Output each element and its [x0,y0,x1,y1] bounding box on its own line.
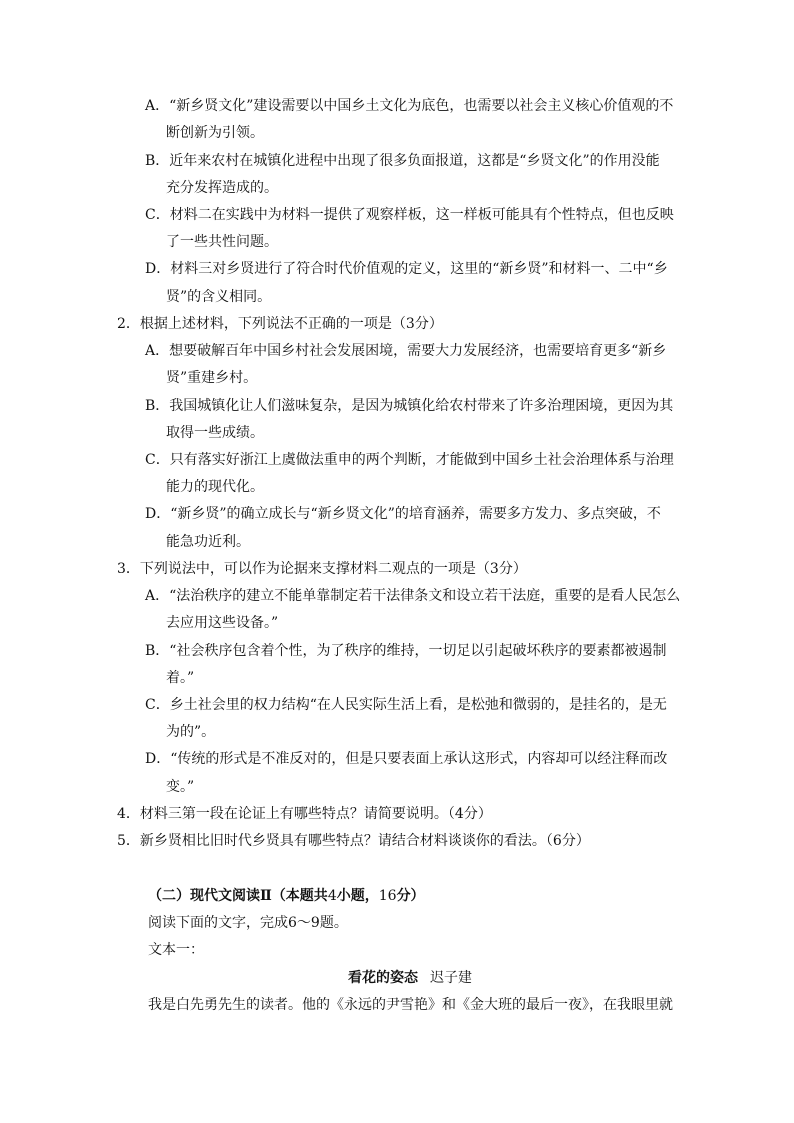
text-line: 3．下列说法中，可以作为论据来支撑材料二观点的一项是（3分） [117,561,527,577]
text-line: 着。” [166,670,195,686]
text-line: D．“新乡贤”的确立成长与“新乡贤文化”的培育涵养，需要多方发力、多点突破，不 [145,506,661,522]
section-heading-part3: 分） [396,888,425,904]
section-heading-count: 4 [327,888,337,904]
text-line: 去应用这些设备。” [166,615,279,631]
text-line: 5．新乡贤相比旧时代乡贤具有哪些特点？请结合材料谈谈你的看法。（6分） [117,833,590,849]
text-line: 充分发挥造成的。 [166,180,278,196]
text-line: 能力的现代化。 [166,479,264,495]
text-line: 了一些共性问题。 [166,234,278,250]
text-line: 贤”重建乡村。 [166,370,258,386]
text-line: 变。” [166,779,195,795]
text-line: 2．根据上述材料，下列说法不正确的一项是（3分） [117,316,443,332]
text-line: 能急功近利。 [166,534,250,550]
section-heading [148,886,425,906]
text-line: 我是白先勇先生的读者。他的《永远的尹雪艳》和《金大班的最后一夜》，在我眼里就 [148,997,673,1013]
text-line: C．只有落实好浙江上虞做法重申的两个判断，才能做到中国乡土社会治理体系与治理 [145,452,674,468]
text-line: A．“新乡贤文化”建设需要以中国乡土文化为底色，也需要以社会主义核心价值观的不 [145,98,674,114]
text-line: D．“传统的形式是不准反对的，但是只要表面上承认这形式，内容却可以经注释而改 [145,751,668,767]
text-line: 4．材料三第一段在论证上有哪些特点？请简要说明。（4分） [117,806,492,822]
text-line: 文本一： [148,942,204,958]
text-line: 取得一些成绩。 [166,425,264,441]
text-line: D．材料三对乡贤进行了符合时代价值观的定义，这里的“新乡贤”和材料一、二中“乡 [145,261,668,277]
text-line: A．想要破解百年中国乡村社会发展困境，需要大力发展经济，也需要培育更多“新乡 [145,343,667,359]
article-author: 迟子建 [430,970,472,986]
article-title-line [348,968,472,988]
article-title: 看花的姿态 [348,970,418,986]
section-heading-part1: （二）现代文阅读Ⅱ（本题共 [148,888,328,904]
section-heading-part2: 小题， [336,888,379,904]
text-line: B．“社会秩序包含着个性，为了秩序的维持，一切足以引起破坏秩序的要素都被遏制 [145,643,667,659]
text-line: 阅读下面的文字，完成6～9题。 [148,915,348,931]
text-line: A．“法治秩序的建立不能单靠制定若干法律条文和设立若干法庭，重要的是看人民怎么 [145,588,681,604]
text-line: 为的”。 [166,724,216,740]
text-line: C．材料二在实践中为材料一提供了观察样板，这一样板可能具有个性特点，但也反映 [145,207,674,223]
section-heading-score: 16 [378,888,397,904]
text-line: 断创新为引领。 [166,125,264,141]
text-line: C．乡土社会里的权力结构“在人民实际生活上看，是松弛和微弱的，是挂名的，是无 [145,697,667,713]
text-line: B．近年来农村在城镇化进程中出现了很多负面报道，这都是“乡贤文化”的作用没能 [145,153,660,169]
text-line: 贤”的含义相同。 [166,289,272,305]
text-line: B．我国城镇化让人们滋味复杂，是因为城镇化给农村带来了许多治理困境，更因为其 [145,398,674,414]
